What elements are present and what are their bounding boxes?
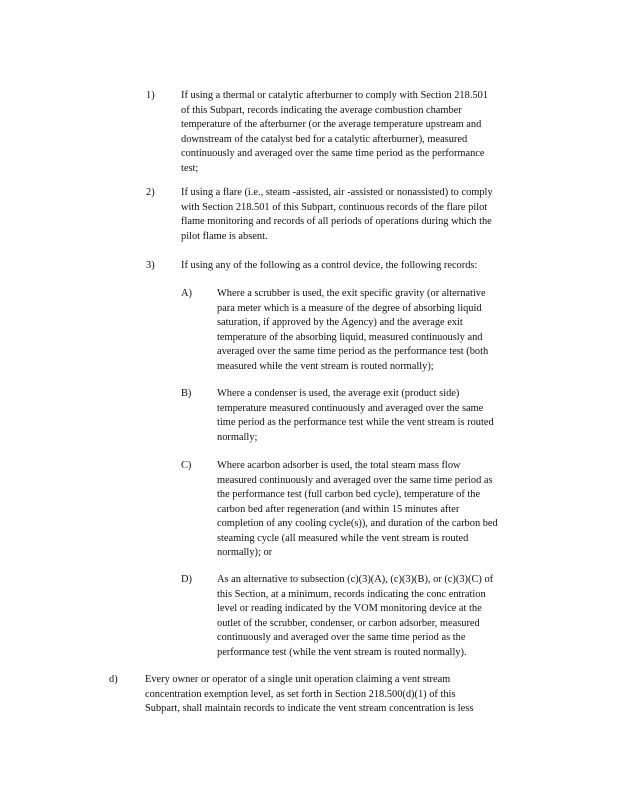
item-text — [217, 573, 546, 660]
text-line: continuously and averaged over the same time period as the performance — [181, 148, 485, 159]
text-line: concentration exemption level, as set forth in Section 218.500(d)(1) of this — [145, 688, 456, 700]
text-line: If using a flare (i.e., steam -assisted, air -assisted or nonassisted) to comply — [181, 187, 493, 198]
text-line: Subpart, shall maintain records to indicate the vent stream concentration is less — [145, 703, 474, 714]
item-text — [181, 89, 546, 176]
text-line: normally; — [217, 431, 258, 443]
item-marker: 1) — [146, 90, 155, 101]
item-text — [181, 186, 546, 244]
text-line: with Section 218.501 of this Subpart, continuous records of the flare pilot — [181, 201, 488, 213]
text-line: As an alternative to subsection (c)(3)(A), (c)(3)(B), or (c)(3)(C) of — [217, 574, 494, 585]
item-marker: C) — [181, 460, 192, 471]
text-line: steaming cycle (all measured while the vent stream is routed — [217, 532, 469, 544]
text-line: completion of any cooling cycle(s)), and duration of the carbon bed — [217, 518, 498, 529]
text-line: Every owner or operator of a single unit operation claiming a vent stream — [145, 674, 451, 685]
text-line: Where acarbon adsorber is used, the total steam mass flow — [217, 460, 461, 471]
text-line: temperature of the afterburner (or the average temperature upstream and — [181, 119, 482, 130]
item-text — [217, 459, 546, 561]
text-line: level or reading indicated by the VOM monitoring device at the — [217, 603, 482, 614]
text-line: continuously and averaged over the same time period as the — [217, 632, 466, 643]
text-line: temperature measured continuously and averaged over the same — [217, 402, 484, 414]
text-line: test; — [181, 162, 199, 174]
text-line: Where a condenser is used, the average exit (product side) — [217, 388, 460, 399]
item-marker: 3) — [146, 260, 155, 271]
text-line: If using a thermal or catalytic afterburner to comply with Section 218.501 — [181, 90, 489, 101]
text-line: of this Subpart, records indicating the average combustion chamber — [181, 104, 462, 116]
text-line: Where a scrubber is used, the exit specific gravity (or alternative — [217, 288, 486, 299]
text-line: time period as the performance test while the vent stream is routed — [217, 417, 494, 428]
item-text — [181, 259, 546, 274]
text-line: measured continuously and averaged over the same time period as — [217, 474, 493, 486]
text-line: If using any of the following as a control device, the following records: — [181, 260, 478, 271]
item-text — [217, 287, 546, 374]
text-line: normally); or — [217, 547, 273, 558]
text-line: saturation, if approved by the Agency) and the average exit — [217, 317, 463, 328]
text-line: averaged over the same time period as the performance test (both — [217, 346, 489, 357]
item-marker: d) — [109, 674, 118, 685]
item-text — [217, 387, 546, 445]
text-line: this Section, at a minimum, records indicating the conc entration — [217, 588, 486, 600]
text-line: pilot flame is absent. — [181, 230, 268, 242]
item-marker: D) — [181, 574, 192, 585]
text-line: downstream of the catalyst bed for a catalytic afterburner), measured — [181, 133, 468, 145]
item-marker: A) — [181, 288, 192, 299]
text-line: measured while the vent stream is routed normally); — [217, 360, 434, 372]
item-marker: B) — [181, 388, 192, 399]
text-line: outlet of the scrubber, condenser, or carbon adsorber, measured — [217, 617, 480, 629]
item-text — [145, 673, 529, 717]
text-line: performance test (while the vent stream is routed normally). — [217, 646, 467, 658]
text-line: the performance test (full carbon bed cycle), temperature of the — [217, 489, 481, 500]
item-marker: 2) — [146, 187, 155, 198]
text-line: flame monitoring and records of all periods of operations during which the — [181, 216, 492, 227]
text-line: carbon bed after regeneration (and within 15 minutes after — [217, 503, 460, 515]
text-line: temperature of the absorbing liquid, measured continuously and — [217, 331, 483, 343]
text-line: para meter which is a measure of the degree of absorbing liquid — [217, 302, 482, 314]
